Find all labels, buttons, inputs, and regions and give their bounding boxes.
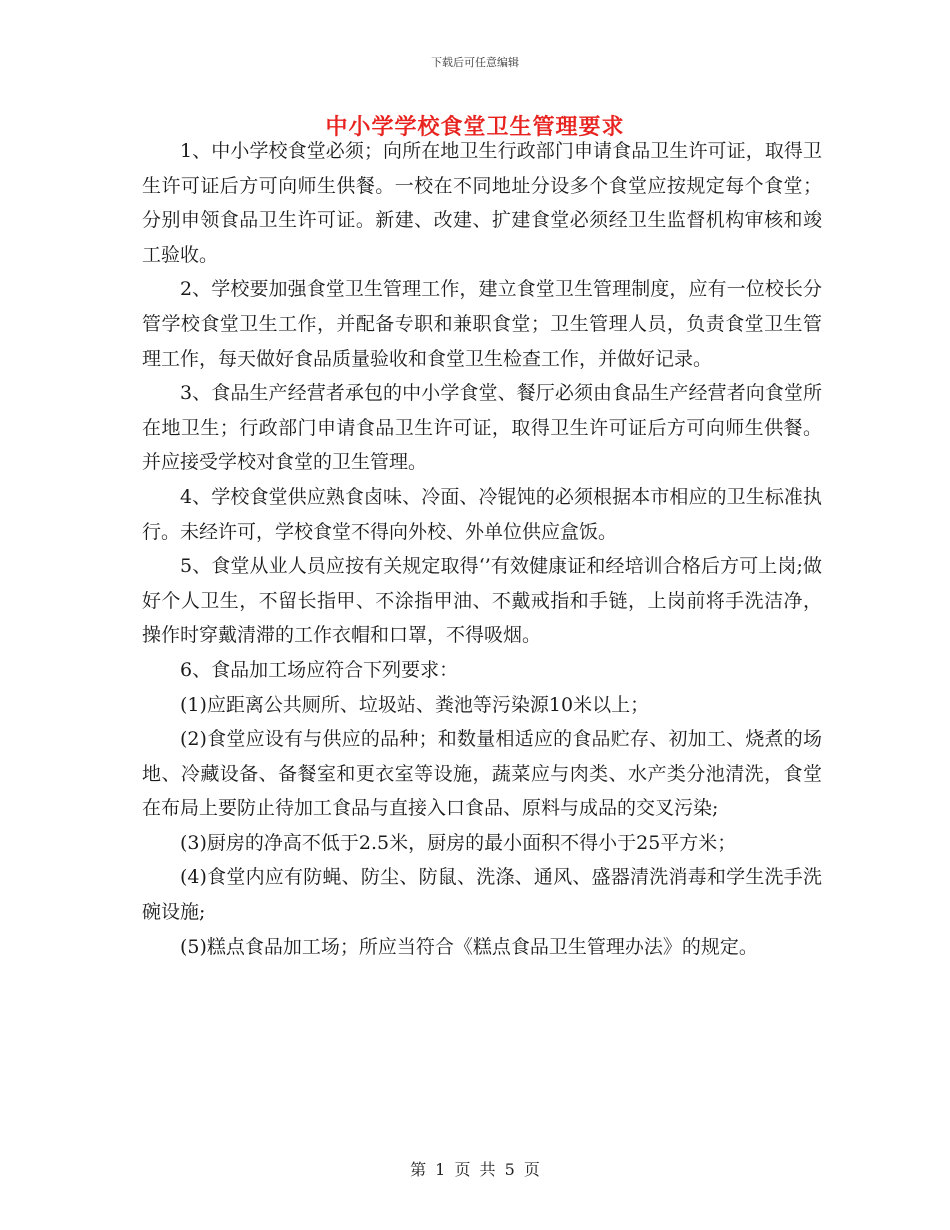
paragraph-1: 1、中小学校食堂必须；向所在地卫生行政部门申请食品卫生许可证，取得卫生许可证后方可向师生供餐。一校在不同地址分设多个食堂应按规定每个食堂；分别申领食品卫生许可证。新建、改建、扩建食堂必须经卫生监督机构审核和竣工验收。 bbox=[142, 140, 822, 266]
requirement-item-2: (2)食堂应设有与供应的品种；和数量相适应的食品贮存、初加工、烧煮的场地、冷藏设备、备餐室和更衣室等设施，蔬菜应与肉类、水产类分池清洗，食堂在布局上要防止待加工食品与直接入口食品、原料与成品的交叉污染; bbox=[142, 728, 822, 820]
requirement-item-5: (5)糕点食品加工场；所应当符合《糕点食品卫生管理办法》的规定。 bbox=[180, 935, 758, 958]
document-body bbox=[142, 134, 822, 964]
paragraph-2: 2、学校要加强食堂卫生管理工作，建立食堂卫生管理制度，应有一位校长分管学校食堂卫生工作，并配备专职和兼职食堂；卫生管理人员，负责食堂卫生管理工作，每天做好食品质量验收和食堂卫生检查工作，并做好记录。 bbox=[142, 278, 822, 370]
paragraph-5: 5、食堂从业人员应按有关规定取得‘’有效健康证和经培训合格后方可上岗;做好个人卫生，不留长指甲、不涂指甲油、不戴戒指和手链，上岗前将手洗洁净，操作时穿戴清滞的工作衣帽和口罩，不得吸烟。 bbox=[142, 555, 822, 647]
requirement-item-4: (4)食堂内应有防蝇、防尘、防鼠、洗涤、通风、盛器清洗消毒和学生洗手洗碗设施; bbox=[142, 866, 822, 924]
paragraph-6: 6、食品加工场应符合下列要求： bbox=[180, 658, 459, 681]
header-note: 下载后可任意编辑 bbox=[431, 56, 519, 69]
paragraph-4: 4、学校食堂供应熟食卤味、冷面、冷锟饨的必须根据本市相应的卫生标准执行。未经许可，学校食堂不得向外校、外单位供应盒饭。 bbox=[142, 485, 822, 543]
document-title: 中小学学校食堂卫生管理要求 bbox=[325, 114, 625, 140]
paragraph-3: 3、食品生产经营者承包的中小学食堂、餐厅必须由食品生产经营者向食堂所在地卫生；行政部门申请食品卫生许可证，取得卫生许可证后方可向师生供餐。并应接受学校对食堂的卫生管理。 bbox=[142, 382, 822, 474]
page-number-footer: 第 1 页 共 5 页 bbox=[410, 1160, 540, 1179]
requirement-item-3: (3)厨房的净高不低于2.5米，厨房的最小面积不得小于25平方米； bbox=[180, 831, 737, 854]
requirement-item-1: (1)应距离公共厕所、垃圾站、粪池等污染源10米以上； bbox=[180, 693, 650, 716]
